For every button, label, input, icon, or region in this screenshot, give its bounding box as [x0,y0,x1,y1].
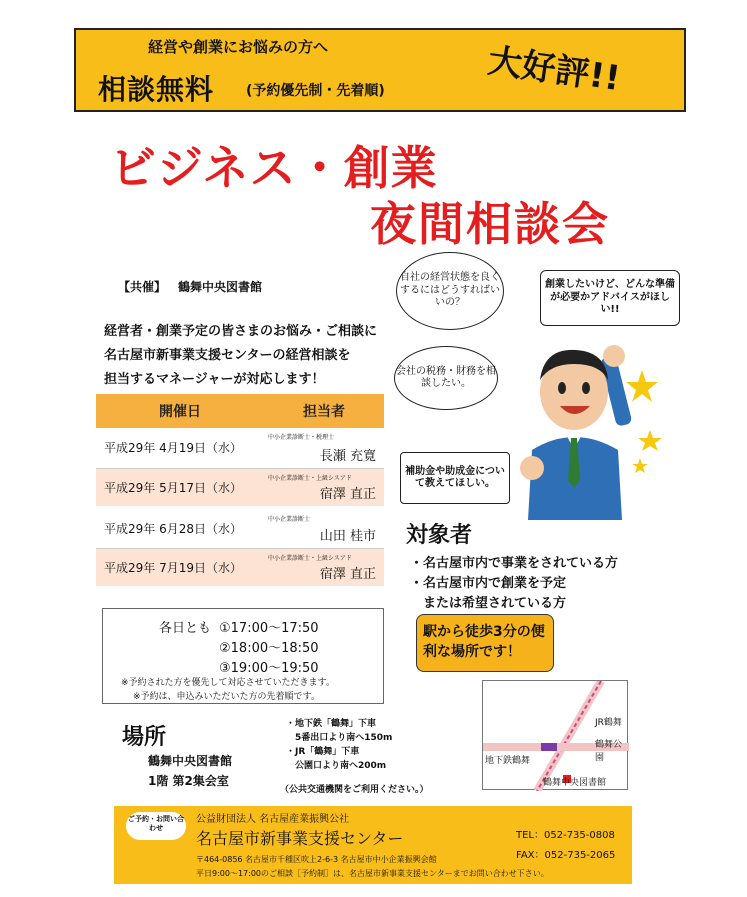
row-date: 平成29年 7月19日（水） [96,548,264,588]
intro-line: 経営者・創業予定の皆さまのお悩み・ご相談に [104,324,378,339]
target-heading: 対象者 [406,523,473,548]
footer-tel: TEL：052-735-0808 [516,830,615,841]
staff-name: 山田 桂市 [319,528,376,544]
target-item: ・名古屋市内で事業をされている方 [410,556,619,571]
table-row [96,468,384,508]
question-bubble: 会社の税務・財務を相談したい。 [394,346,498,410]
footer-org: 公益財団法人 名古屋産業振興公社 [196,814,350,825]
access-info: 5番出口より南へ150m [286,733,393,743]
table-row [96,508,384,548]
access-info: ・地下鉄「鶴舞」下車 [286,719,377,729]
venue-room: 1階 第2集会室 [148,774,229,788]
table-row [96,548,384,588]
intro-line: 名古屋市新事業支援センターの経営相談を [104,348,351,363]
time-slot: ②18:00～18:50 [219,641,319,656]
venue-name: 鶴舞中央図書館 [148,754,233,768]
staff-title: 中小企業診断士・税理士 [268,434,335,441]
footer-hours: 平日9:00～17:00のご相談［予約制］は、名古屋市新事業支援センターまでお問い合わせ下さい。 [196,869,549,878]
free-consultation: 相談無料 [98,73,215,106]
organizer-label: 【共催】 [118,280,167,294]
staff-title: 中小企業診断士 [268,516,311,523]
question-bubble: 自社の経営状態を良くするにはどうすればいいの？ [396,252,504,330]
popular-badge: 大好評!! [485,40,623,100]
map-label-subway: 地下鉄鶴舞 [485,756,531,766]
times-note: ※予約は、申込みいただいた方の先着順です。 [133,692,320,702]
speech-bubble: 創業したいけど、どんな準備が必要かアドバイスがほしい!! [540,270,680,326]
row-date: 平成29年 6月28日（水） [96,508,264,548]
map-label-library: 鶴舞中央図書館 [543,778,607,788]
header-tagline: 経営や創業にお悩みの方へ [148,38,329,56]
map-label-jr: JR鶴舞 [595,718,622,728]
access-info: ・JR「鶴舞」下車 [286,747,360,757]
time-slot: ③19:00～19:50 [219,661,319,676]
access-note: （公共交通機関をご利用ください。） [280,785,429,795]
footer-address: 〒464-0856 名古屋市千種区吹上2-6-3 名古屋市中小企業振興会館 [196,855,437,864]
venue-heading: 場所 [122,725,167,750]
free-note: (予約優先制・先着順) [246,83,385,99]
staff-name: 宿澤 直正 [319,567,376,582]
col-staff-header: 担当者 [264,394,384,428]
staff-title: 中小企業診断士・上級シスアド [268,554,352,562]
time-slots-box [102,608,384,704]
staff-name: 長瀬 充寛 [319,448,376,464]
time-slot: ①17:00～17:50 [219,621,319,636]
staff-title: 中小企業診断士・上級シスアド [268,474,352,482]
station-callout: 駅から徒歩3分の便利な場所です！ [416,614,554,672]
target-item: ・名古屋市内で創業を予定 [410,576,567,591]
organizer-name: 鶴舞中央図書館 [178,280,263,294]
row-date: 平成29年 4月19日（水） [96,428,264,468]
access-info: 公園口より南へ200m [286,761,387,771]
businessman-illustration [510,330,670,520]
staff-name: 宿澤 直正 [319,487,376,502]
footer-fax: FAX：052-735-2065 [516,850,616,861]
times-note: ※予約された方を優先して対応させていただきます。 [121,678,335,688]
title-line2: 夜間相談会 [370,197,610,251]
map-label-park: 鶴舞公園 [595,740,623,763]
row-date: 平成29年 5月17日（水） [96,468,264,508]
contact-badge: ご予約・お問い合わせ [126,812,186,840]
access-map [482,680,628,790]
footer-center: 名古屋市新事業支援センター [196,829,404,848]
col-date-header: 開催日 [96,394,264,428]
title-line1: ビジネス・創業 [110,141,438,195]
schedule-table [96,394,384,590]
table-row [96,428,384,468]
intro-line: 担当するマネージャーが対応します！ [104,372,325,387]
speech-bubble: 補助金や助成金について教えてほしい。 [400,452,510,504]
target-item: または希望されている方 [410,596,567,611]
times-prefix: 各日とも [159,621,212,636]
